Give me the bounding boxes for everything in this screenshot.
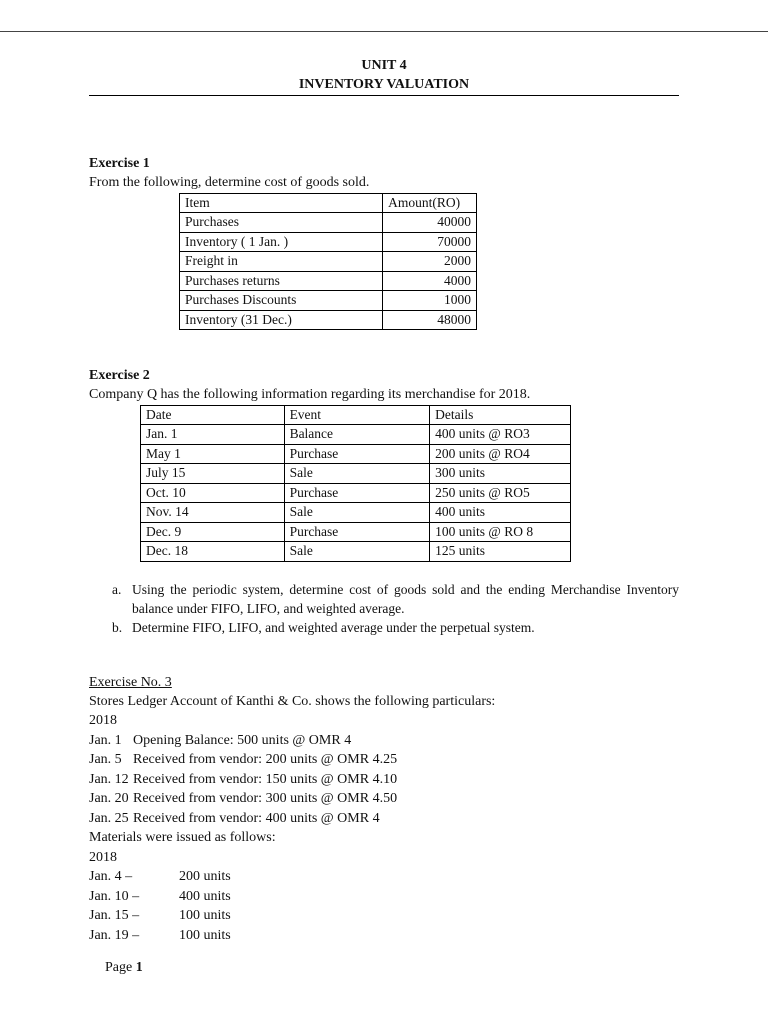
column-header: Date — [141, 405, 285, 425]
column-header: Item — [180, 193, 383, 213]
receipt-text: Opening Balance: 500 units @ OMR 4 — [133, 732, 352, 748]
table-row — [141, 522, 571, 542]
page-number: 1 — [135, 960, 143, 975]
issue-line — [89, 867, 679, 887]
table-cell: 1000 — [383, 291, 477, 311]
table-row — [180, 213, 477, 233]
table-cell: 4000 — [383, 271, 477, 291]
issue-units: 400 units — [179, 888, 231, 904]
exercise-2-table — [140, 405, 571, 562]
question-item — [89, 618, 679, 637]
exercise-1-intro: From the following, determine cost of goods sold. — [89, 175, 370, 190]
table-cell: Purchase — [284, 522, 430, 542]
table-cell: May 1 — [141, 444, 285, 464]
issue-units: 100 units — [179, 908, 231, 923]
table-cell: 2000 — [383, 252, 477, 272]
question-marker: b. — [112, 619, 123, 635]
exercise-3-receipts — [89, 731, 679, 829]
exercise-3-year: 2018 — [89, 713, 117, 728]
exercise-1-heading: Exercise 1 — [89, 156, 150, 171]
exercise-3-heading: Exercise No. 3 — [89, 674, 172, 690]
exercise-3-year-2: 2018 — [89, 849, 117, 865]
unit-label: UNIT 4 — [361, 58, 407, 73]
receipt-date: Jan. 12 — [89, 771, 129, 787]
receipt-date: Jan. 5 — [89, 752, 122, 767]
question-text: Using the periodic system, determine cost of goods sold and the ending Merchandise Inventory balance under FIFO, LIFO, and weighted average. — [132, 581, 679, 616]
table-cell: 100 units @ RO 8 — [430, 522, 571, 542]
column-header: Details — [430, 405, 571, 425]
table-row — [141, 444, 571, 464]
issue-line — [89, 887, 679, 907]
issue-date: Jan. 10 – — [89, 888, 140, 904]
receipt-text: Received from vendor: 150 units @ OMR 4.10 — [133, 771, 398, 787]
table-cell: Inventory ( 1 Jan. ) — [180, 232, 383, 252]
page-label: Page — [105, 960, 133, 975]
exercise-2-intro: Company Q has the following information regarding its merchandise for 2018. — [89, 387, 531, 402]
table-cell: Sale — [284, 464, 430, 484]
issue-units: 200 units — [179, 869, 231, 884]
page-title: INVENTORY VALUATION — [298, 77, 470, 92]
table-row — [141, 464, 571, 484]
receipt-line — [89, 750, 679, 770]
exercise-1-table — [179, 193, 477, 331]
table-cell: 70000 — [383, 232, 477, 252]
receipt-date: Jan. 20 — [89, 791, 129, 806]
exercise-2-questions — [89, 580, 679, 637]
table-row — [141, 542, 571, 562]
column-header: Event — [284, 405, 430, 425]
receipt-line — [89, 789, 679, 809]
table-cell: Purchases — [180, 213, 383, 233]
page-footer — [105, 960, 143, 976]
table-cell: 200 units @ RO4 — [430, 444, 571, 464]
receipt-text: Received from vendor: 400 units @ OMR 4 — [133, 810, 380, 826]
receipt-date: Jan. 25 — [89, 810, 129, 826]
table-row — [180, 252, 477, 272]
question-marker: a. — [112, 581, 122, 597]
table-cell: Dec. 18 — [141, 542, 285, 562]
table-cell: 125 units — [430, 542, 571, 562]
table-cell: 48000 — [383, 310, 477, 330]
issue-date: Jan. 19 – — [89, 927, 140, 943]
table-cell: Purchases Discounts — [180, 291, 383, 311]
table-cell: 40000 — [383, 213, 477, 233]
table-cell: 250 units @ RO5 — [430, 483, 571, 503]
top-divider — [0, 31, 768, 32]
table-cell: Purchases returns — [180, 271, 383, 291]
table-row — [180, 291, 477, 311]
issue-units: 100 units — [179, 927, 231, 943]
table-cell: Dec. 9 — [141, 522, 285, 542]
table-row — [180, 310, 477, 330]
issue-line — [89, 906, 679, 926]
table-cell: July 15 — [141, 464, 285, 484]
table-cell: Jan. 1 — [141, 425, 285, 445]
issue-date: Jan. 4 – — [89, 869, 133, 884]
table-row — [141, 483, 571, 503]
question-item — [89, 580, 679, 618]
table-row — [141, 425, 571, 445]
table-cell: 400 units — [430, 503, 571, 523]
table-row — [180, 271, 477, 291]
table-cell: Sale — [284, 542, 430, 562]
table-header-row — [180, 193, 477, 213]
issue-date: Jan. 15 – — [89, 908, 140, 923]
table-cell: Inventory (31 Dec.) — [180, 310, 383, 330]
column-header: Amount(RO) — [383, 193, 477, 213]
receipt-line — [89, 770, 679, 790]
table-cell: Freight in — [180, 252, 383, 272]
table-cell: Sale — [284, 503, 430, 523]
receipt-text: Received from vendor: 300 units @ OMR 4.50 — [133, 791, 398, 806]
question-text: Determine FIFO, LIFO, and weighted average under the perpetual system. — [132, 619, 535, 635]
table-cell: 300 units — [430, 464, 571, 484]
document-page — [89, 56, 679, 945]
table-cell: Purchase — [284, 444, 430, 464]
exercise-3-issued-label: Materials were issued as follows: — [89, 830, 276, 845]
table-cell: Balance — [284, 425, 430, 445]
table-cell: 400 units @ RO3 — [430, 425, 571, 445]
table-cell: Nov. 14 — [141, 503, 285, 523]
table-header-row — [141, 405, 571, 425]
exercise-3-intro: Stores Ledger Account of Kanthi & Co. shows the following particulars: — [89, 693, 496, 709]
exercise-3-issues — [89, 867, 679, 945]
receipt-line — [89, 731, 679, 751]
table-cell: Oct. 10 — [141, 483, 285, 503]
receipt-date: Jan. 1 — [89, 732, 122, 748]
receipt-text: Received from vendor: 200 units @ OMR 4.25 — [133, 752, 398, 767]
exercise-2-heading: Exercise 2 — [89, 368, 150, 383]
table-cell: Purchase — [284, 483, 430, 503]
table-row — [141, 503, 571, 523]
receipt-line — [89, 809, 679, 829]
table-row — [180, 232, 477, 252]
issue-line — [89, 926, 679, 946]
